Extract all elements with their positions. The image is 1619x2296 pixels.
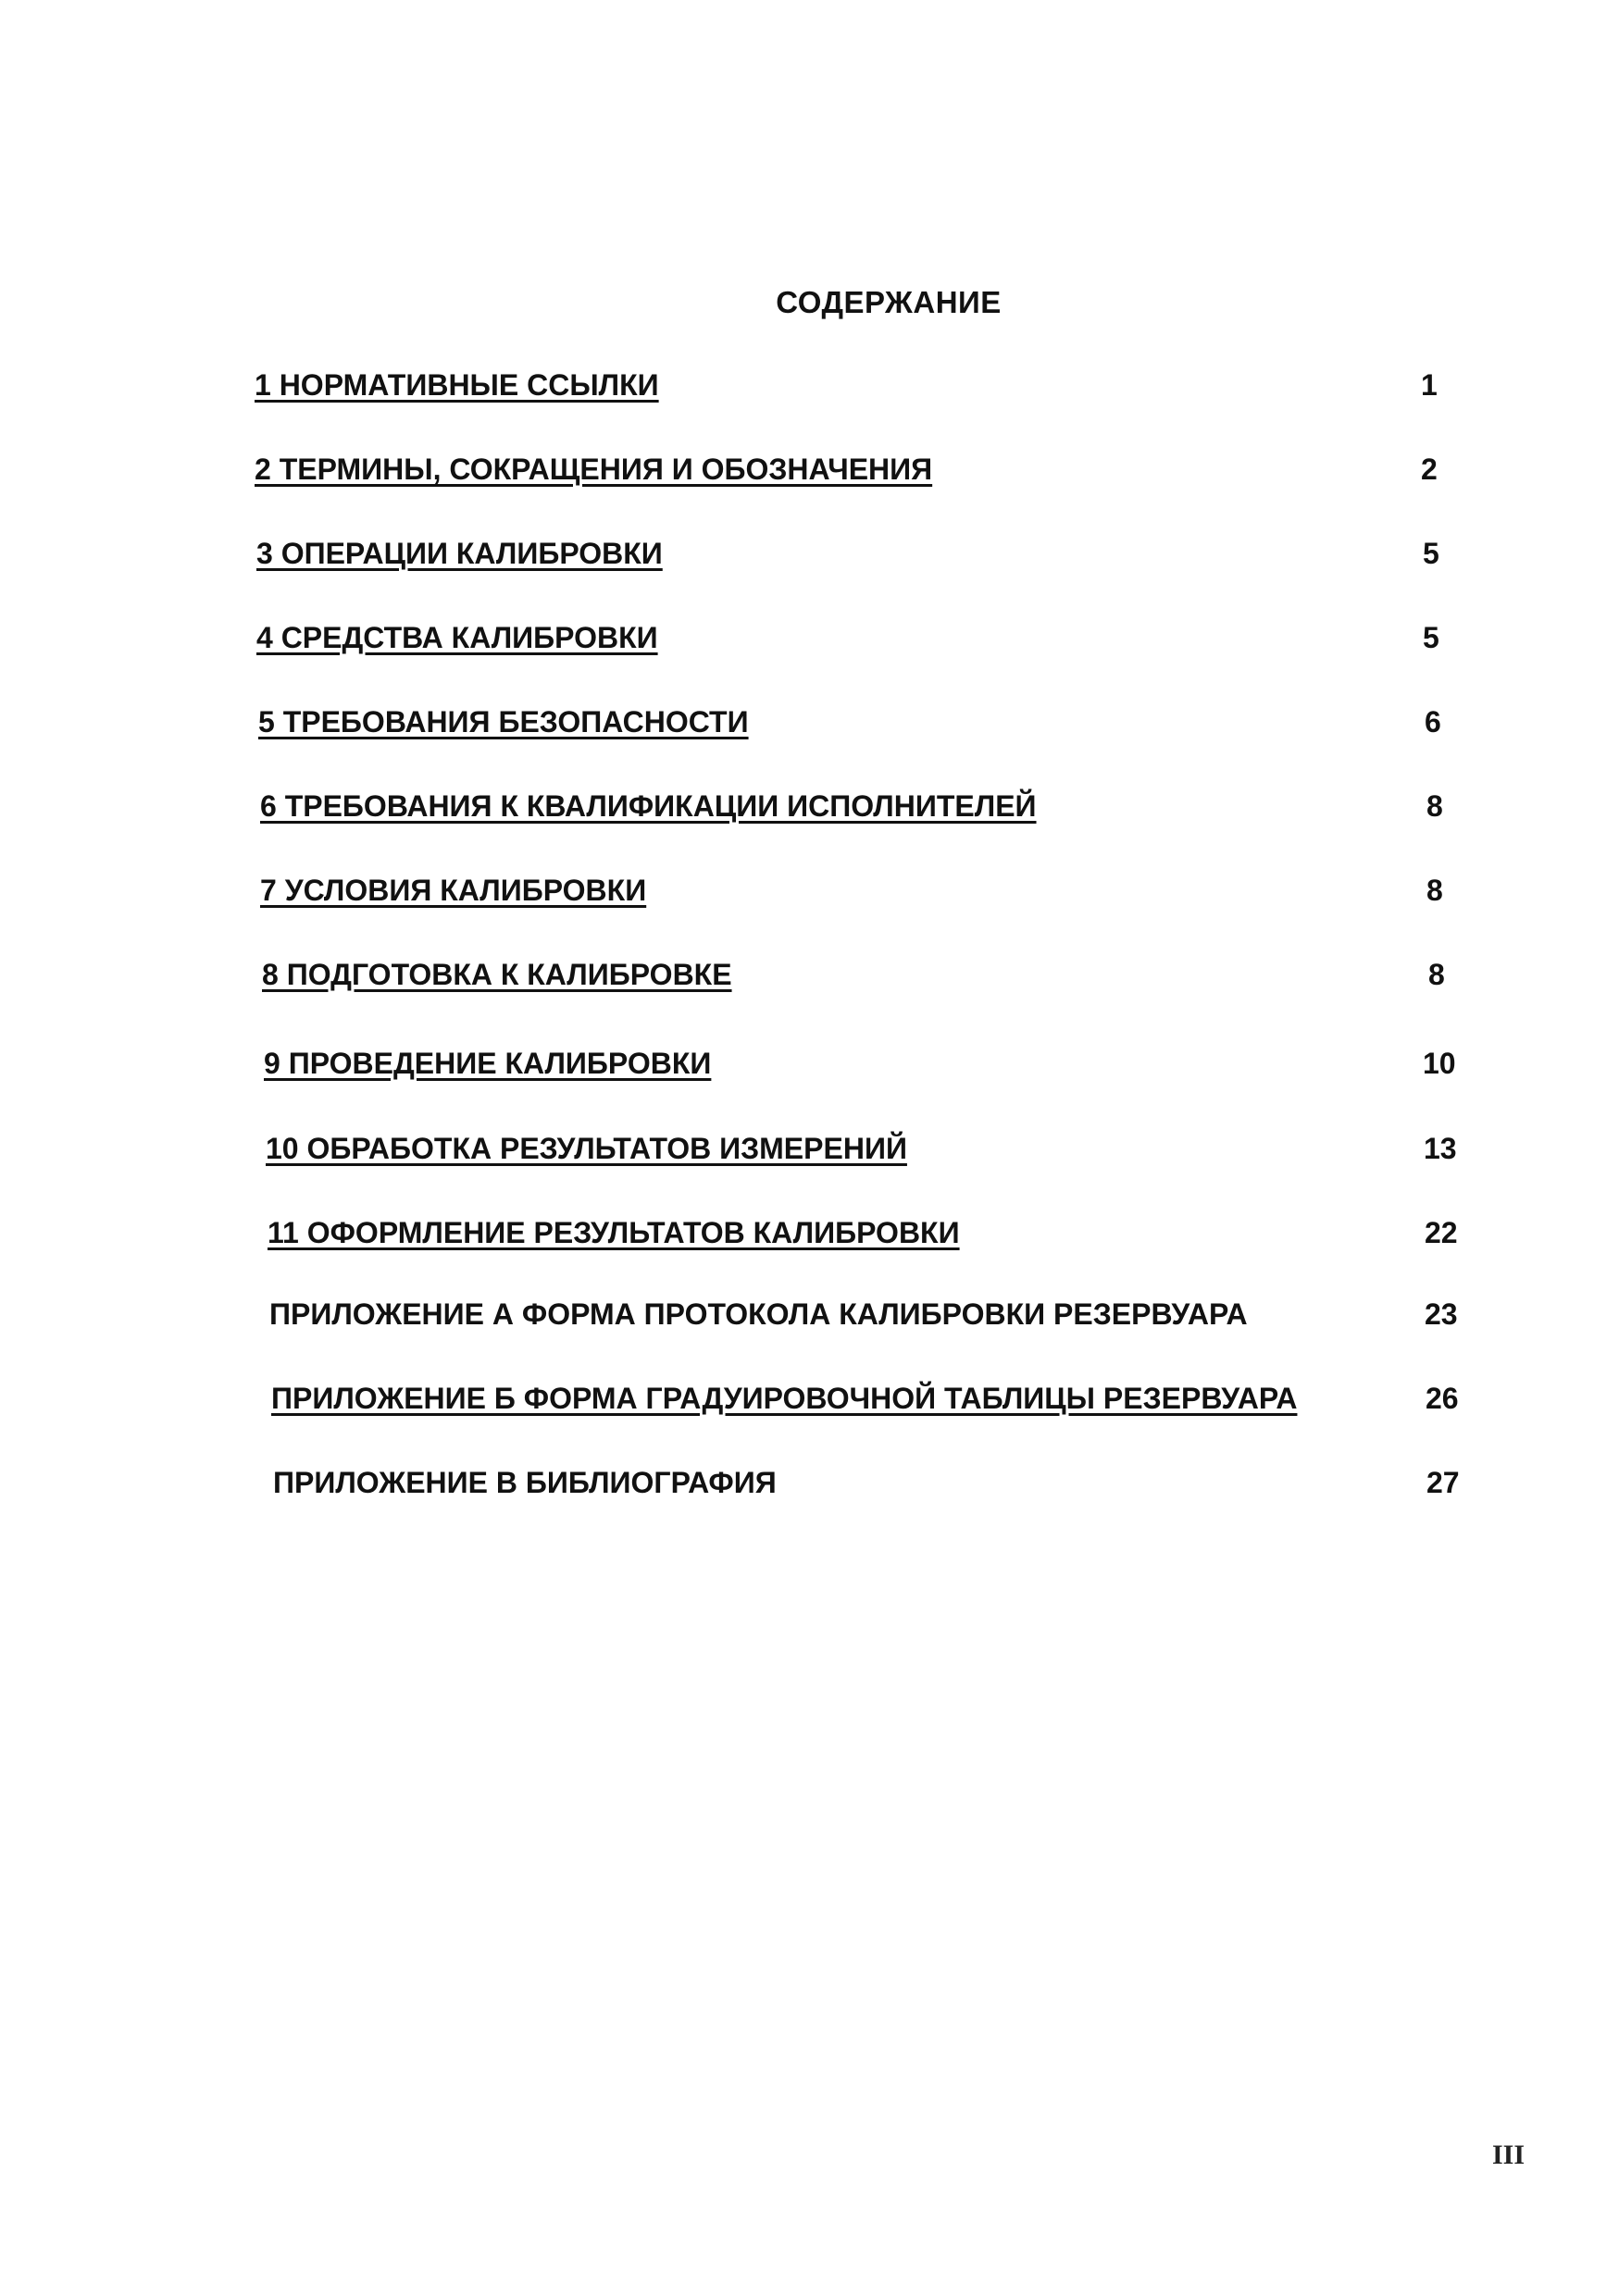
toc-entry-page: 26 [1426, 1382, 1459, 1415]
page-number: III [1492, 2140, 1526, 2170]
toc-entry-link[interactable]: 1 НОРМАТИВНЫЕ ССЫЛКИ [255, 368, 659, 402]
toc-entry-page: 10 [1423, 1047, 1456, 1080]
toc-entry-page: 5 [1423, 537, 1439, 570]
toc-entry-link[interactable]: 6 ТРЕБОВАНИЯ К КВАЛИФИКАЦИИ ИСПОЛНИТЕЛЕЙ [260, 789, 1037, 823]
toc-entry-page: 6 [1425, 705, 1441, 738]
toc-entry-page: 8 [1428, 958, 1445, 991]
toc-entry-link[interactable]: ПРИЛОЖЕНИЕ Б ФОРМА ГРАДУИРОВОЧНОЙ ТАБЛИЦЫ РЕЗЕРВУАРА [271, 1382, 1298, 1415]
toc-entry-page: 8 [1426, 874, 1443, 907]
toc-entry-page: 27 [1426, 1466, 1460, 1499]
toc-entry-page: 23 [1425, 1297, 1458, 1331]
toc-entry-link[interactable]: ПРИЛОЖЕНИЕ В БИБЛИОГРАФИЯ [273, 1466, 777, 1499]
toc-entry-page: 13 [1424, 1132, 1457, 1165]
toc-entry-link[interactable]: 3 ОПЕРАЦИИ КАЛИБРОВКИ [256, 537, 663, 570]
toc-entry-page: 22 [1425, 1216, 1458, 1249]
toc-entry-link[interactable]: 8 ПОДГОТОВКА К КАЛИБРОВКЕ [262, 958, 732, 991]
toc-entry-page: 5 [1423, 621, 1439, 654]
toc-title: СОДЕРЖАНИЕ [776, 285, 1002, 319]
toc-entry-page: 8 [1426, 789, 1443, 823]
toc-entry-link[interactable]: 9 ПРОВЕДЕНИЕ КАЛИБРОВКИ [264, 1047, 712, 1080]
toc-entry-link[interactable]: 11 ОФОРМЛЕНИЕ РЕЗУЛЬТАТОВ КАЛИБРОВКИ [268, 1216, 960, 1249]
toc-entry-link[interactable]: 2 ТЕРМИНЫ, СОКРАЩЕНИЯ И ОБОЗНАЧЕНИЯ [255, 453, 933, 486]
toc-entry-page: 1 [1421, 368, 1438, 402]
toc-entry-page: 2 [1421, 453, 1438, 486]
toc-entry-link[interactable]: 10 ОБРАБОТКА РЕЗУЛЬТАТОВ ИЗМЕРЕНИЙ [266, 1132, 907, 1165]
toc-entry-link[interactable]: 5 ТРЕБОВАНИЯ БЕЗОПАСНОСТИ [258, 705, 749, 738]
toc-entry-link[interactable]: 4 СРЕДСТВА КАЛИБРОВКИ [256, 621, 658, 654]
toc-entry-link[interactable]: 7 УСЛОВИЯ КАЛИБРОВКИ [260, 874, 647, 907]
toc-entry-link[interactable]: ПРИЛОЖЕНИЕ А ФОРМА ПРОТОКОЛА КАЛИБРОВКИ РЕЗЕРВУАРА [269, 1297, 1248, 1331]
